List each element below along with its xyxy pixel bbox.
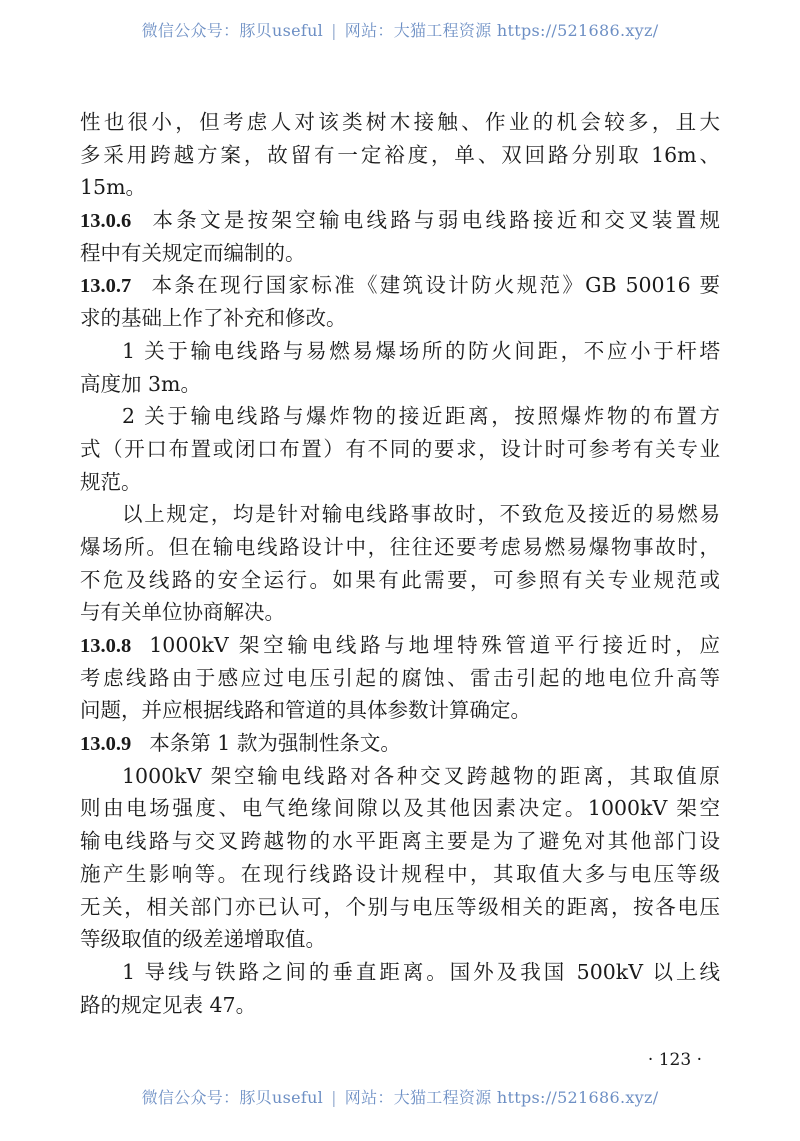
line-text: 输电线路与交叉跨越物的水平距离主要是为了避免对其他部门设	[80, 829, 720, 854]
line-text: 求的基础上作了补充和修改。	[80, 306, 347, 331]
watermark-website: 网站：大猫工程资源 https://521686.xyz/	[344, 21, 659, 40]
text-line	[80, 564, 720, 597]
line-text: 多采用跨越方案，故留有一定裕度，单、双回路分别取 16m、	[80, 142, 720, 167]
clause-number: 13.0.7	[80, 275, 132, 298]
text-line	[80, 891, 720, 924]
text-line	[80, 302, 720, 335]
line-text: 路的规定见表 47。	[80, 992, 257, 1017]
line-text: 问题，并应根据线路和管道的具体参数计算确定。	[80, 698, 531, 723]
line-text: 1000kV 架空输电线路与地埋特殊管道平行接近时，应	[149, 633, 720, 657]
text-line	[80, 792, 720, 825]
text-line	[80, 171, 720, 204]
text-line	[80, 858, 720, 891]
line-text: 本条文是按架空输电线路与弱电线路接近和交叉装置规	[149, 208, 720, 233]
line-text: 1000kV 架空输电线路对各种交叉跨越物的距离，其取值原	[122, 763, 720, 788]
line-text: 15m。	[80, 175, 147, 200]
watermark-footer	[0, 1085, 800, 1108]
line-text: 则由电场强度、电气绝缘间隙以及其他因素决定。1000kV 架空	[80, 796, 720, 821]
text-line	[80, 204, 720, 237]
text-line	[80, 531, 720, 564]
watermark-separator: |	[331, 21, 337, 40]
text-line	[80, 694, 720, 727]
line-text: 1 导线与铁路之间的垂直距离。国外及我国 500kV 以上线	[122, 959, 720, 984]
text-line	[80, 956, 720, 989]
text-line	[80, 760, 720, 793]
text-line	[80, 106, 720, 139]
line-text: 式（开口布置或闭口布置）有不同的要求，设计时可参考有关专业	[80, 436, 720, 461]
text-line	[80, 400, 720, 433]
line-text: 爆场所。但在输电线路设计中，往往还要考虑易燃易爆物事故时，	[80, 534, 720, 559]
line-text: 无关，相关部门亦已认可，个别与电压等级相关的距离，按各电压	[80, 894, 720, 919]
watermark-website: 网站：大猫工程资源 https://521686.xyz/	[344, 1088, 659, 1107]
line-text: 等级取值的级差递增取值。	[80, 927, 326, 952]
text-line	[80, 662, 720, 695]
text-line	[80, 269, 720, 302]
text-line	[80, 825, 720, 858]
line-text: 考虑线路由于感应过电压引起的腐蚀、雷击引起的地电位升高等	[80, 665, 720, 690]
line-text: 不危及线路的安全运行。如果有此需要，可参照有关专业规范或	[80, 567, 720, 592]
text-line	[80, 989, 720, 1022]
line-text: 高度加 3m。	[80, 371, 201, 396]
line-text: 程中有关规定而编制的。	[80, 240, 306, 265]
line-text: 规范。	[80, 469, 142, 494]
watermark-wechat: 微信公众号：豚贝useful	[141, 21, 324, 40]
text-line	[80, 466, 720, 499]
watermark-separator: |	[331, 1088, 337, 1107]
line-text: 本条第 1 款为强制性条文。	[149, 731, 401, 756]
line-text: 施产生影响等。在现行线路设计规程中，其取值大多与电压等级	[80, 861, 720, 886]
line-text: 性也很小，但考虑人对该类树木接触、作业的机会较多，且大	[80, 110, 720, 134]
text-line	[80, 629, 720, 662]
document-body	[80, 106, 720, 1021]
line-text: 与有关单位协商解决。	[80, 600, 285, 625]
text-line	[80, 498, 720, 531]
line-text: 1 关于输电线路与易燃易爆场所的防火间距，不应小于杆塔	[122, 338, 720, 363]
clause-number: 13.0.8	[80, 635, 132, 657]
text-line	[80, 139, 720, 172]
clause-number: 13.0.9	[80, 733, 132, 756]
text-line	[80, 237, 720, 270]
watermark-header	[0, 18, 800, 41]
watermark-wechat: 微信公众号：豚贝useful	[141, 1088, 324, 1107]
text-line	[80, 923, 720, 956]
line-text: 以上规定，均是针对输电线路事故时，不致危及接近的易燃易	[122, 502, 720, 527]
text-line	[80, 368, 720, 401]
text-line	[80, 596, 720, 629]
line-text: 本条在现行国家标准《建筑设计防火规范》GB 50016 要	[149, 273, 720, 298]
text-line	[80, 433, 720, 466]
text-line	[80, 727, 720, 760]
page-number: · 123 ·	[647, 1050, 702, 1070]
text-line	[80, 335, 720, 368]
line-text: 2 关于输电线路与爆炸物的接近距离，按照爆炸物的布置方	[122, 404, 720, 429]
clause-number: 13.0.6	[80, 210, 132, 233]
